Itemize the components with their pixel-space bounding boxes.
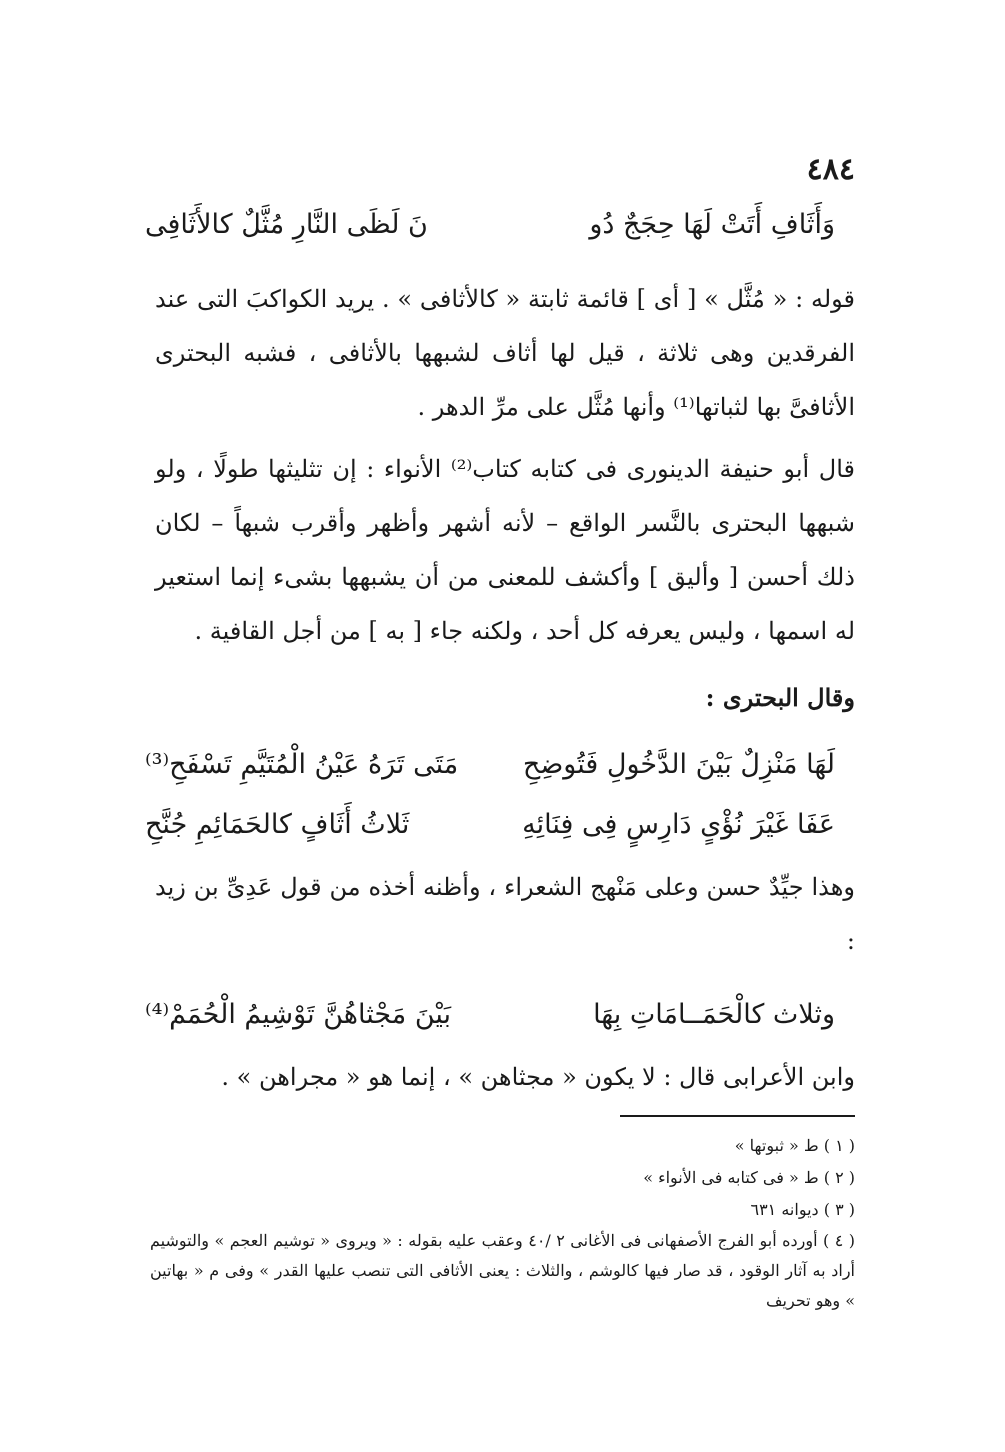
- paragraph-1: [155, 272, 855, 434]
- verse-line-3: [145, 800, 835, 848]
- verse-line-2: [145, 740, 835, 788]
- verse-2-second-hemistich: مَتَى تَرَهُ عَيْنُ الْمُتَيَّمِ تَسْفَحِ⁽³⁾: [145, 748, 459, 780]
- footnote-divider: [620, 1115, 855, 1117]
- paragraph-4-text: وابن الأعرابى قال : لا يكون « مجثاهن » ، إنما هو « مجراهن » .: [221, 1063, 855, 1091]
- verse-2-first-hemistich: لَهَا مَنْزِلٌ بَيْنَ الدَّخُولِ فَتُوضِحِ: [522, 748, 835, 780]
- paragraph-3: [155, 860, 855, 968]
- footnote-3: ( ٣ ) ديوانه ٦٣١: [750, 1200, 855, 1219]
- verse-line-1: [145, 200, 835, 248]
- footnote-2: ( ٢ ) ط « فى كتابه فى الأنواء »: [643, 1168, 855, 1187]
- verse-line-4: [145, 990, 835, 1038]
- paragraph-1-text: قوله : « مُثَّل » [ أى ] قائمة ثابتة « كالأثافى » . يريد الكواكبَ التى عند الفرقدين وهى ثلاثة ، قيل لها أثاف لشبهها بالأثافى ، فشبه البحترى الأثافىَّ بها لثباتها⁽¹⁾ وأنها مُثَّل على مرِّ الدهر .: [155, 285, 855, 421]
- paragraph-2-text: قال أبو حنيفة الدينورى فى كتابه كتاب⁽²⁾ الأنواء : إن تثليثها طولًا ، ولو شبهها البحترى بالنَّسر الواقع – لأنه أشهر وأظهر وأقرب شبهاً – لكان ذلك أحسن [ وأليق ] وأكشف للمعنى من أن يشبهها بشىء إنما استعير له اسمها ، وليس يعرفه كل أحد ، ولكنه جاء [ به ] من أجل القافية .: [155, 455, 855, 645]
- footnote-4: ( ٤ ) أورده أبو الفرج الأصفهانى فى الأغانى ٢ /٤٠ وعقب عليه بقوله : « ويروى « توشيم العجم » والتوشيم أراد به آثار الوقود ، قد صار فيها كالوشم ، والثلاث : يعنى الأثافى التى تنصب عليها القدر » وفى م « بهاتين » وهو تحريف: [150, 1231, 856, 1310]
- verse-4-first-hemistich: وثلاث كالْحَمَــامَاتِ بِهَا: [593, 998, 835, 1030]
- verse-3-first-hemistich: عَفَا غَيْرَ نُؤْىٍ دَارِسٍ فِى فِنَائِهِ: [522, 808, 835, 840]
- verse-1-second-hemistich: نَ لَظَى النَّارِ مُثَّلٌ كالأَثَافِى: [145, 208, 428, 240]
- footnotes: [150, 1130, 855, 1316]
- verse-1-first-hemistich: وَأَثَافِ أَتَتْ لَهَا حِجَجٌ دُو: [589, 208, 835, 240]
- buhturi-label: وقال البحترى :: [705, 683, 855, 712]
- page-number: ٤٨٤: [806, 152, 855, 187]
- paragraph-2: [155, 442, 855, 658]
- footnote-1: ( ١ ) ط « ثبوتها »: [734, 1136, 855, 1155]
- paragraph-3-text: وهذا جيِّدٌ حسن وعلى مَنْهج الشعراء ، وأظنه أخذه من قول عَدِىِّ بن زيد :: [155, 873, 855, 955]
- verse-4-second-hemistich: بَيْنَ مَجْثاهُنَّ تَوْشِيمُ الْحُمَمْ⁽⁴⁾: [145, 998, 452, 1030]
- paragraph-4: [155, 1050, 855, 1104]
- verse-3-second-hemistich: ثَلاثُ أَثَافٍ كالحَمَائِمِ جُنَّحِ: [145, 808, 410, 840]
